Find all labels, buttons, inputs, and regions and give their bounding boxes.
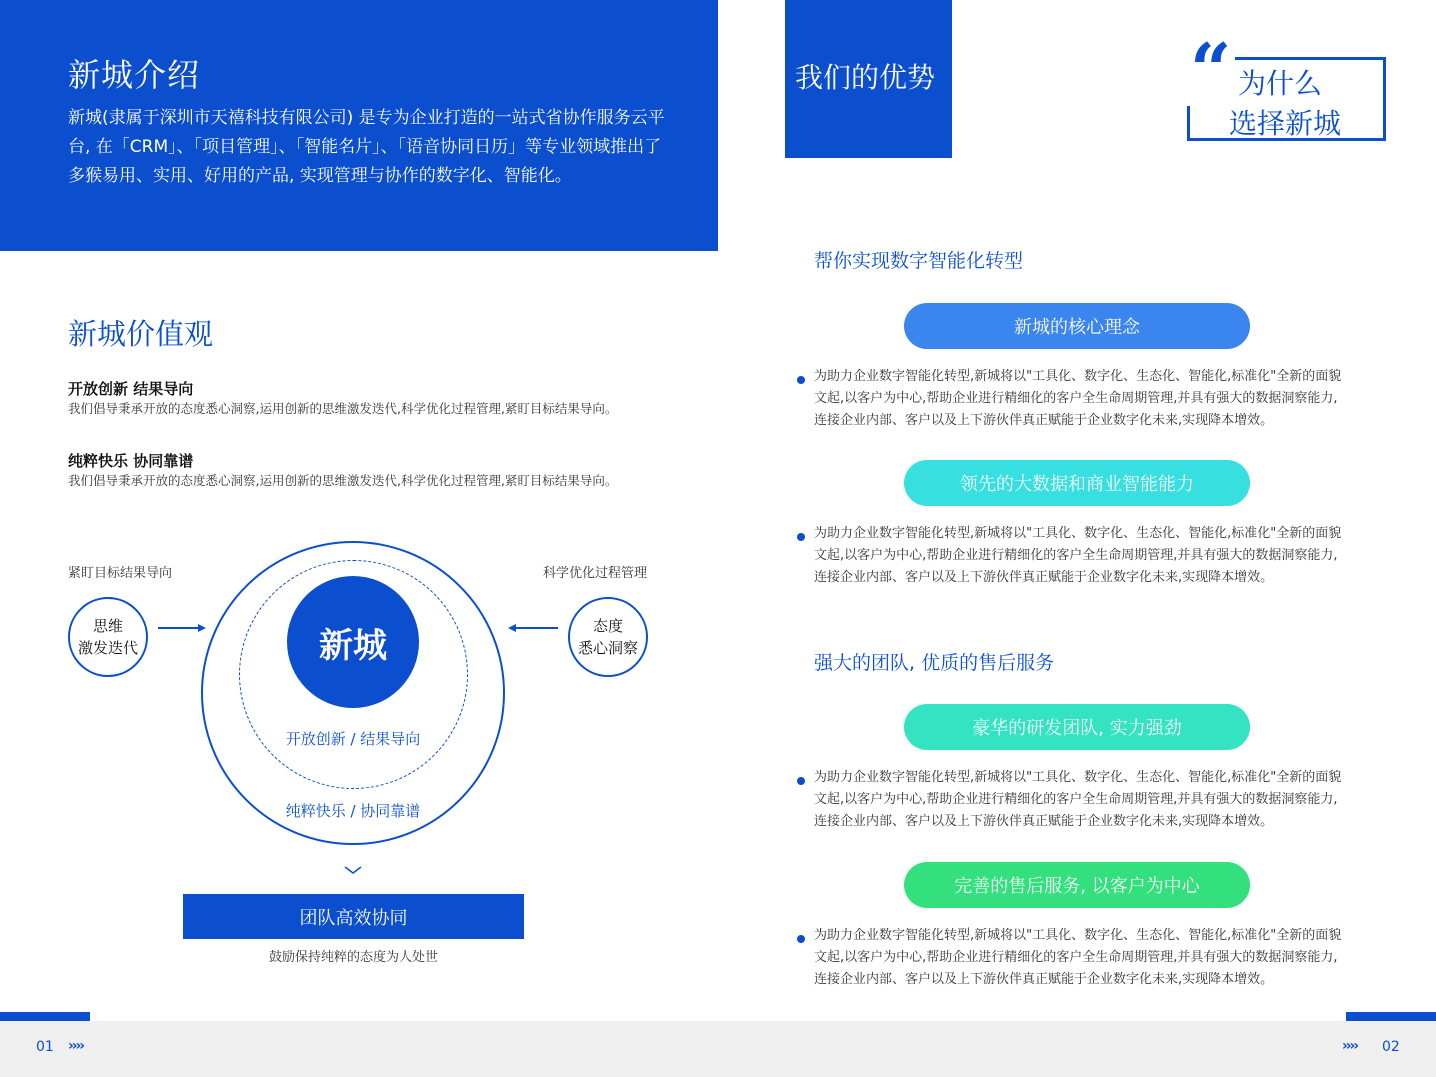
card-text-1: 为助力企业数字智能化转型,新城将以"工具化、数字化、生态化、智能化,标准化"全新的面貌文起,以客户为中心,帮助企业进行精细化的客户全生命周期管理,并具有强大的数据洞察能力,连接企业内部、客户以及上下游伙伴真正赋能于企业数字化未来,实现降本增效。 xyxy=(814,369,1342,428)
chevrons-right-icon: ›››› xyxy=(68,1038,84,1054)
chevron-down-icon xyxy=(343,864,363,876)
ring-text-inner: 开放创新 / 结果导向 xyxy=(285,730,421,748)
value-heading-2: 纯粹快乐 协同靠谱 xyxy=(68,452,194,470)
bullet-icon xyxy=(797,376,805,384)
page-number-right: 02 xyxy=(1382,1039,1400,1055)
thinking-circle xyxy=(68,597,148,677)
pill-label: 豪华的研发团队, 实力强劲 xyxy=(972,718,1182,739)
bullet-icon xyxy=(797,533,805,541)
team-box-label: 团队高效协同 xyxy=(299,907,408,929)
pill-core-concept xyxy=(904,303,1250,349)
value-body-1: 我们倡导秉承开放的态度悉心洞察,运用创新的思维激发迭代,科学优化过程管理,紧盯目标结果导向。 xyxy=(68,401,618,416)
thinking-line-2: 激发迭代 xyxy=(77,639,138,657)
pill-big-data xyxy=(904,460,1250,506)
diagram-label-left: 紧盯目标结果导向 xyxy=(68,566,173,581)
team-box xyxy=(183,894,524,939)
ring-text-outer: 纯粹快乐 / 协同靠谱 xyxy=(285,802,421,820)
section-heading-2: 强大的团队, 优质的售后服务 xyxy=(814,652,1055,674)
footer xyxy=(0,1021,1436,1077)
chevrons-right-icon: ›››› xyxy=(1342,1038,1358,1054)
bullet-icon xyxy=(797,935,805,943)
card-text-4: 为助力企业数字智能化转型,新城将以"工具化、数字化、生态化、智能化,标准化"全新的面貌文起,以客户为中心,帮助企业进行精细化的客户全生命周期管理,并具有强大的数据洞察能力,连接企业内部、客户以及上下游伙伴真正赋能于企业数字化未来,实现降本增效。 xyxy=(814,928,1342,987)
why-line-1: 为什么 xyxy=(1238,67,1323,100)
intro-paragraph: 新城(隶属于深圳市天禧科技有限公司) 是专为企业打造的一站式省协作服务云平台, 在「CRM」、「项目管理」、「智能名片」、「语音协同日历」等专业领域推出了多猴易用、实用、好用的产品, 实现管理与协作的数字化、智能化。 xyxy=(68,108,665,186)
value-body-2: 我们倡导秉承开放的态度悉心洞察,运用创新的思维激发迭代,科学优化过程管理,紧盯目标结果导向。 xyxy=(68,473,618,488)
card-text-3: 为助力企业数字智能化转型,新城将以"工具化、数字化、生态化、智能化,标准化"全新的面貌文起,以客户为中心,帮助企业进行精细化的客户全生命周期管理,并具有强大的数据洞察能力,连接企业内部、客户以及上下游伙伴真正赋能于企业数字化未来,实现降本增效。 xyxy=(814,770,1342,829)
footer-accent-left xyxy=(0,1012,90,1021)
attitude-line-1: 态度 xyxy=(592,617,623,635)
core-label: 新城 xyxy=(319,625,387,666)
bullet-icon xyxy=(797,777,805,785)
arrow-left-icon xyxy=(500,618,564,638)
attitude-line-2: 悉心洞察 xyxy=(577,639,638,657)
pill-label: 新城的核心理念 xyxy=(1014,317,1140,338)
card-text-2: 为助力企业数字智能化转型,新城将以"工具化、数字化、生态化、智能化,标准化"全新的面貌文起,以客户为中心,帮助企业进行精细化的客户全生命周期管理,并具有强大的数据洞察能力,连接企业内部、客户以及上下游伙伴真正赋能于企业数字化未来,实现降本增效。 xyxy=(814,526,1342,585)
quote-mark-icon: “ xyxy=(1186,34,1235,106)
intro-title: 新城介绍 xyxy=(68,56,201,94)
attitude-circle xyxy=(568,597,648,677)
value-heading-1: 开放创新 结果导向 xyxy=(68,380,194,398)
arrow-right-icon xyxy=(150,618,214,638)
pill-after-sales xyxy=(904,862,1250,908)
thinking-line-1: 思维 xyxy=(92,617,123,635)
pill-rd-team xyxy=(904,704,1250,750)
team-subtitle: 鼓励保持纯粹的态度为人处世 xyxy=(268,950,438,965)
footer-accent-right xyxy=(1346,1012,1436,1021)
pill-label: 领先的大数据和商业智能能力 xyxy=(960,474,1194,495)
page-number-left: 01 xyxy=(36,1039,54,1055)
diagram-label-right: 科学优化过程管理 xyxy=(543,566,648,581)
advantage-title: 我们的优势 xyxy=(795,61,936,94)
pill-label: 完善的售后服务, 以客户为中心 xyxy=(954,876,1200,897)
core-circle xyxy=(287,576,419,708)
values-title: 新城价值观 xyxy=(68,317,214,351)
why-line-2: 选择新城 xyxy=(1229,107,1342,140)
section-heading-1: 帮你实现数字智能化转型 xyxy=(814,250,1024,272)
